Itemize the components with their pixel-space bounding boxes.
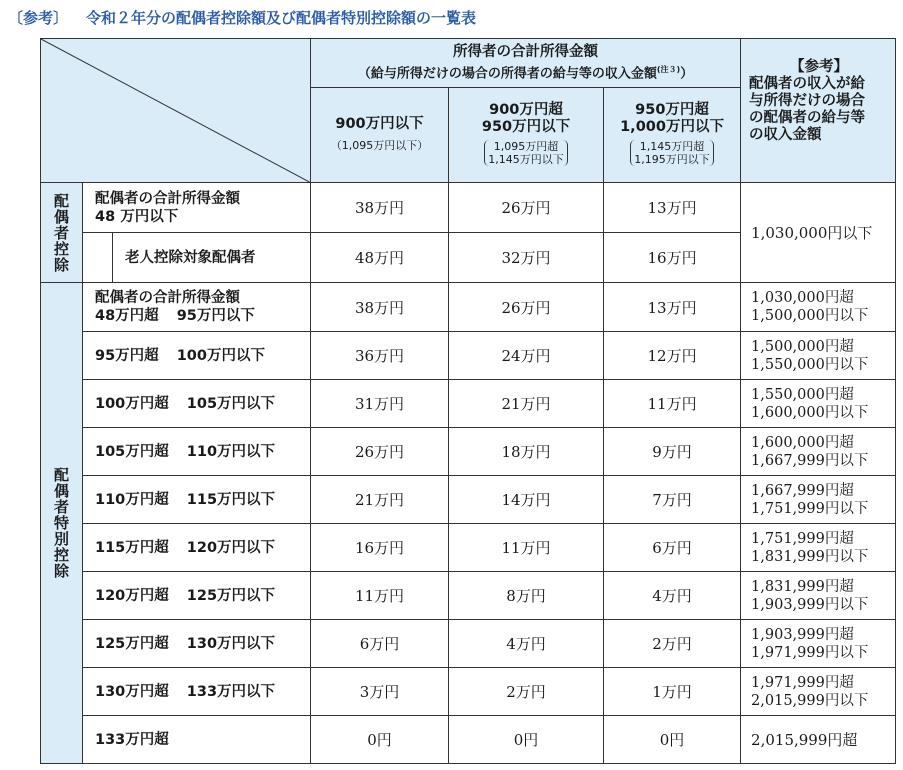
ref-cell: 1,550,000円超 1,600,000円以下 [741,380,896,428]
value-cell: 14万円 [449,476,604,524]
ref-cell: 1,500,000円超 1,550,000円以下 [741,332,896,380]
value-cell: 13万円 [604,183,741,233]
table-row [41,283,896,332]
table-row [41,183,896,233]
table-row [41,572,896,620]
ref-cell: 1,030,000円超 1,500,000円以下 [741,283,896,332]
value-cell: 12万円 [604,332,741,380]
value-cell: 4万円 [604,572,741,620]
value-cell: 8万円 [449,572,604,620]
value-cell: 6万円 [604,524,741,572]
row-label: 130万円超 133万円以下 [83,668,311,716]
value-cell: 3万円 [311,668,449,716]
row-label: 115万円超 120万円以下 [83,524,311,572]
header-main-sub: （給与所得だけの場合の所得者の給与等の収入金額 [357,66,657,82]
value-cell: 21万円 [449,380,604,428]
value-cell: 38万円 [311,183,449,233]
row-label: 125万円超 130万円以下 [83,620,311,668]
value-cell: 16万円 [311,524,449,572]
ref-cell: 1,971,999円超 2,015,999円以下 [741,668,896,716]
table-row [41,716,896,764]
value-cell: 48万円 [311,233,449,283]
table-row [41,428,896,476]
row-label: 95万円超 100万円以下 [83,332,311,380]
ref-cell: 1,831,999円超 1,903,999円以下 [741,572,896,620]
value-cell: 9万円 [604,428,741,476]
section-label-deduction: 配偶者控除 [41,183,83,283]
value-cell: 18万円 [449,428,604,476]
value-cell: 32万円 [449,233,604,283]
row-label: 100万円超 105万円以下 [83,380,311,428]
value-cell: 26万円 [449,283,604,332]
ref-cell: 2,015,999円超 [741,716,896,764]
header-col-900-950: 900万円超 950万円以下 1,095万円超 1,145万円以下 [449,88,604,183]
value-cell: 11万円 [604,380,741,428]
table-row [41,380,896,428]
value-cell: 26万円 [449,183,604,233]
row-label: 120万円超 125万円以下 [83,572,311,620]
ref-cell: 1,667,999円超 1,751,999円以下 [741,476,896,524]
row-label: 133万円超 [83,716,311,764]
header-main-sub-close: ） [680,66,694,82]
value-cell: 2万円 [604,620,741,668]
table-row [41,476,896,524]
value-cell: 11万円 [449,524,604,572]
header-ref: 【参考】 配偶者の収入が給 与所得だけの場合 の配偶者の給与等 の収入金額 [741,39,896,183]
table-row [41,524,896,572]
header-main-title: 所得者の合計所得金額 [453,44,599,60]
value-cell: 2万円 [449,668,604,716]
indent-cell [83,233,113,283]
ref-cell: 1,751,999円超 1,831,999円以下 [741,524,896,572]
title-text: 令和２年分の配偶者控除額及び配偶者特別控除額の一覧表 [86,9,477,27]
value-cell: 1万円 [604,668,741,716]
title-bracket: 〔参考〕 [8,9,69,27]
ref-cell: 1,600,000円超 1,667,999円以下 [741,428,896,476]
value-cell: 21万円 [311,476,449,524]
header-col-900-below: 900万円以下 （1,095万円以下） [311,88,449,183]
value-cell: 36万円 [311,332,449,380]
row-label: 105万円超 110万円以下 [83,428,311,476]
row-label: 老人控除対象配偶者 [113,233,311,283]
header-col-950-1000: 950万円超 1,000万円以下 1,145万円超 1,195万円以下 [604,88,741,183]
row-label: 配偶者の合計所得金額 48 万円以下 [83,183,311,233]
value-cell: 13万円 [604,283,741,332]
value-cell: 7万円 [604,476,741,524]
row-label: 110万円超 115万円以下 [83,476,311,524]
value-cell: 4万円 [449,620,604,668]
table-row [41,620,896,668]
ref-cell: 1,030,000円以下 [741,183,896,283]
section-label-special: 配偶者特別控除 [41,283,83,764]
value-cell: 0円 [449,716,604,764]
value-cell: 11万円 [311,572,449,620]
value-cell: 0円 [604,716,741,764]
value-cell: 0円 [311,716,449,764]
header-diagonal-cell [41,39,311,183]
page-title [8,4,476,32]
value-cell: 31万円 [311,380,449,428]
table-row [41,668,896,716]
header-income-group [311,39,741,88]
deduction-table [40,38,896,764]
value-cell: 24万円 [449,332,604,380]
row-label: 配偶者の合計所得金額 48万円超 95万円以下 [83,283,311,332]
value-cell: 38万円 [311,283,449,332]
table-row [41,332,896,380]
ref-cell: 1,903,999円超 1,971,999円以下 [741,620,896,668]
value-cell: 6万円 [311,620,449,668]
value-cell: 26万円 [311,428,449,476]
value-cell: 16万円 [604,233,741,283]
header-note: (注３) [656,65,681,74]
